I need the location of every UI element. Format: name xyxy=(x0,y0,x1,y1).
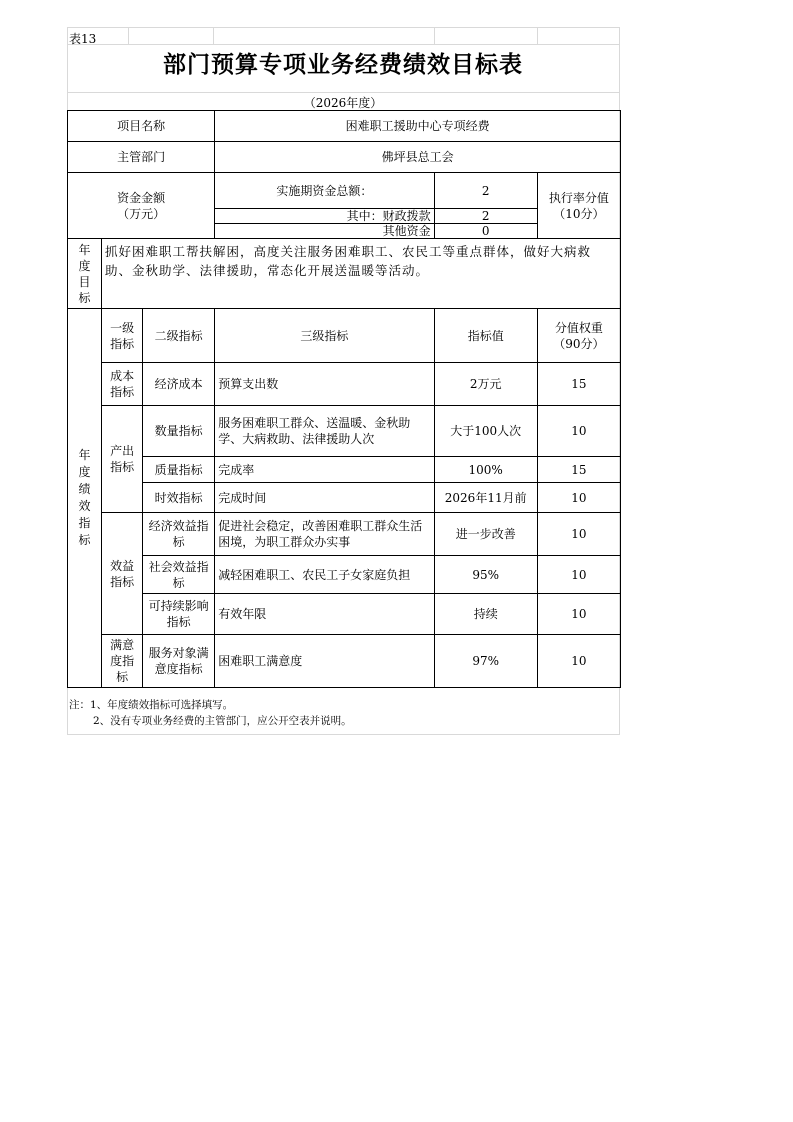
table-row xyxy=(68,513,621,556)
row-weight: 15 xyxy=(537,363,620,406)
grid-line xyxy=(67,734,619,735)
header-weight-line1: 分值权重 xyxy=(554,320,603,335)
funds-label-line1: 资金金额 xyxy=(117,190,166,205)
annual-goal-row xyxy=(68,239,621,309)
funds-fiscal-label: 其中：财政拨款 xyxy=(215,209,434,224)
table-row xyxy=(68,483,621,513)
row-value: 95% xyxy=(434,556,537,594)
row-weight: 10 xyxy=(537,594,620,635)
project-name-label: 项目名称 xyxy=(68,111,215,142)
department-label: 主管部门 xyxy=(68,142,215,173)
row-level2: 质量指标 xyxy=(143,457,215,483)
grid-line xyxy=(67,44,619,45)
performance-table xyxy=(67,110,621,688)
row-level3: 完成时间 xyxy=(215,483,434,513)
funds-total-row xyxy=(68,173,621,209)
group-cost: 成本指标 xyxy=(102,363,143,406)
row-weight: 10 xyxy=(537,406,620,457)
grid-line xyxy=(434,27,435,44)
row-value: 大于100人次 xyxy=(434,406,537,457)
row-level3: 促进社会稳定，改善困难职工群众生活困境，为职工群众办实事 xyxy=(215,513,434,556)
indicator-header-row xyxy=(68,309,621,363)
footnotes xyxy=(69,697,352,729)
row-weight: 15 xyxy=(537,457,620,483)
footnote-1: 注：1、年度绩效指标可选择填写。 xyxy=(69,699,234,711)
row-level2: 经济效益指标 xyxy=(143,513,215,556)
indicator-section-label: 年度绩效指标 xyxy=(68,309,102,688)
row-value: 97% xyxy=(434,635,537,688)
row-value: 进一步改善 xyxy=(434,513,537,556)
table-row xyxy=(68,556,621,594)
row-level3: 困难职工满意度 xyxy=(215,635,434,688)
project-name-value: 困难职工援助中心专项经费 xyxy=(215,111,621,142)
table-row xyxy=(68,363,621,406)
footnote-2: 2、没有专项业务经费的主管部门，应公开空表并说明。 xyxy=(93,715,352,727)
grid-line xyxy=(213,27,214,44)
row-weight: 10 xyxy=(537,513,620,556)
header-weight xyxy=(537,309,620,363)
group-satisfaction: 满意度指标 xyxy=(102,635,143,688)
funds-other-label: 其他资金 xyxy=(215,224,434,239)
department-value: 佛坪县总工会 xyxy=(215,142,621,173)
table-row xyxy=(68,594,621,635)
page-title: 部门预算专项业务经费绩效目标表 xyxy=(163,52,523,78)
funds-label xyxy=(68,173,215,239)
grid-line xyxy=(128,27,129,44)
row-value: 2026年11月前 xyxy=(434,483,537,513)
row-value: 2万元 xyxy=(434,363,537,406)
row-weight: 10 xyxy=(537,556,620,594)
row-level3: 完成率 xyxy=(215,457,434,483)
header-level2: 二级指标 xyxy=(143,309,215,363)
row-level2: 可持续影响指标 xyxy=(143,594,215,635)
header-level3: 三级指标 xyxy=(215,309,434,363)
table-number: 表13 xyxy=(69,32,97,46)
row-level2: 经济成本 xyxy=(143,363,215,406)
row-value: 持续 xyxy=(434,594,537,635)
grid-line xyxy=(67,92,619,93)
funds-label-line2: （万元） xyxy=(117,206,166,221)
table-row xyxy=(68,635,621,688)
grid-line xyxy=(537,27,538,44)
row-level3: 有效年限 xyxy=(215,594,434,635)
funds-total-value: 2 xyxy=(434,173,537,209)
group-output: 产出指标 xyxy=(102,406,143,513)
row-level2: 社会效益指标 xyxy=(143,556,215,594)
table-row xyxy=(68,406,621,457)
row-level2: 数量指标 xyxy=(143,406,215,457)
project-name-row xyxy=(68,111,621,142)
funds-other-value: 0 xyxy=(434,224,537,239)
row-weight: 10 xyxy=(537,483,620,513)
department-row xyxy=(68,142,621,173)
header-level1: 一级指标 xyxy=(102,309,143,363)
row-value: 100% xyxy=(434,457,537,483)
row-level3: 服务困难职工群众、送温暖、金秋助学、大病救助、法律援助人次 xyxy=(215,406,434,457)
execution-rate-line1: 执行率分值 xyxy=(548,190,609,205)
annual-goal-text: 抓好困难职工帮扶解困，高度关注服务困难职工、农民工等重点群体，做好大病救助、金秋助学、法律援助，常态化开展送温暖等活动。 xyxy=(102,239,621,309)
execution-rate-score xyxy=(537,173,620,239)
header-weight-line2: （90分） xyxy=(553,336,605,351)
funds-total-label: 实施期资金总额： xyxy=(215,173,434,209)
row-level2: 服务对象满意度指标 xyxy=(143,635,215,688)
row-level2: 时效指标 xyxy=(143,483,215,513)
group-benefit: 效益指标 xyxy=(102,513,143,635)
fiscal-year: （2026年度） xyxy=(303,96,383,110)
annual-goal-label: 年度目标 xyxy=(68,239,102,309)
row-weight: 10 xyxy=(537,635,620,688)
funds-fiscal-value: 2 xyxy=(434,209,537,224)
execution-rate-line2: （10分） xyxy=(553,206,605,221)
header-value: 指标值 xyxy=(434,309,537,363)
row-level3: 减轻困难职工、农民工子女家庭负担 xyxy=(215,556,434,594)
table-row xyxy=(68,457,621,483)
row-level3: 预算支出数 xyxy=(215,363,434,406)
